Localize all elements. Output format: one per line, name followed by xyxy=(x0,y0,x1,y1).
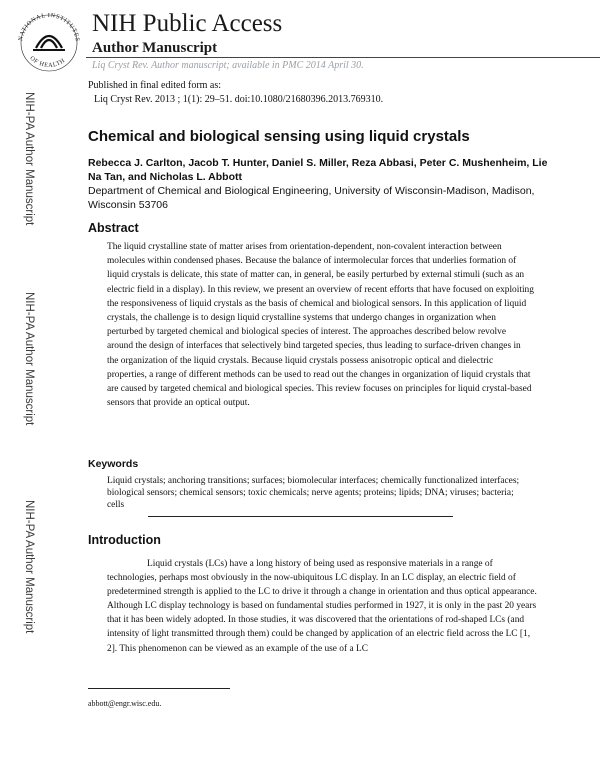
published-label: Published in final edited form as: xyxy=(88,80,222,91)
introduction-heading: Introduction xyxy=(88,533,161,547)
side-watermark: NIH-PA Author Manuscript xyxy=(23,292,35,426)
abstract-text: The liquid crystalline state of matter arises from orientation-dependent, non-covalent interaction between molecules within condensed phases. Because the balance of intermolecular forces that underlies formation of liquid crystals is delicate, this state of matter can, in general, be easily perturbed by external stimuli (such as an electric field in a display). In this review, we present an overview of recent efforts that have focused on exploiting the responsiveness of liquid crystals as the basis of chemical and biological sensors. In this application of liquid crystals, the challenge is to design liquid crystalline systems that undergo changes in organization when perturbed by targeted chemical and biological species of interest. The approaches described below revolve around the design of interfaces that selectively bind targeted species, thus leading to surface-driven changes in the organization of the liquid crystals. Because liquid crystals possess anisotropic optical and dielectric properties, a range of different methods can be used to read out the changes in organization of liquid crystals that are caused by targeted chemical and biological species. This review focuses on principles for liquid crystal-based sensors that provide an optical output. xyxy=(107,242,534,409)
nih-logo xyxy=(14,10,84,72)
article-affiliation: Department of Chemical and Biological Engineering, University of Wisconsin-Madison, Madison, Wisconsin 53706 xyxy=(88,185,535,211)
keywords-text: Liquid crystals; anchoring transitions; surfaces; biomolecular interfaces; chemically functionalized interfaces; biological sensors; chemical sensors; toxic chemicals; nerve agents; proteins; lipids; DNA; viruses; bacteria; cells xyxy=(107,476,520,511)
footnote-divider xyxy=(88,688,230,689)
footnote-email: abbott@engr.wisc.edu. xyxy=(88,699,162,708)
header-citation: Liq Cryst Rev. Author manuscript; available in PMC 2014 April 30. xyxy=(92,60,364,71)
logo-text-bottom: OF HEALTH xyxy=(28,54,67,69)
side-watermark: NIH-PA Author Manuscript xyxy=(23,500,35,634)
abstract-heading: Abstract xyxy=(88,221,139,235)
article-title: Chemical and biological sensing using liquid crystals xyxy=(88,128,470,145)
page-header-subtitle: Author Manuscript xyxy=(92,40,218,56)
introduction-text: Liquid crystals (LCs) have a long history of being used as responsive materials in a range of technologies, perhaps most obviously in the now-ubiquitous LC display. In an LC display, an electric field of predetermined strength is applied to the LC to drive it through a change in orientation and thus optical appearance. Although LC display technology is based on fundamental studies performed in 1927, it is only in the past 20 years that it has been widely adopted. In those studies, it was discovered that the orientations of rod-shaped LCs (and intensity of light transmitted through them) could be changed by application of an electric field across the LC [1, 2]. This phenomenon can be viewed as an example of the use of a LC xyxy=(107,559,537,654)
published-citation: Liq Cryst Rev. 2013 ; 1(1): 29–51. doi:10.1080/21680396.2013.769310. xyxy=(94,94,384,105)
article-authors: Rebecca J. Carlton, Jacob T. Hunter, Daniel S. Miller, Reza Abbasi, Peter C. Mushenheim, Lie Na Tan, and Nicholas L. Abbott xyxy=(88,157,548,183)
svg-text:NATIONAL INSTITUTES xyxy=(17,12,81,42)
section-divider xyxy=(148,516,453,517)
header-divider xyxy=(86,57,600,58)
keywords-heading: Keywords xyxy=(88,458,139,470)
logo-text-top: NATIONAL INSTITUTES xyxy=(17,11,81,43)
side-watermark: NIH-PA Author Manuscript xyxy=(23,92,35,226)
page-header-title: NIH Public Access xyxy=(92,10,283,37)
